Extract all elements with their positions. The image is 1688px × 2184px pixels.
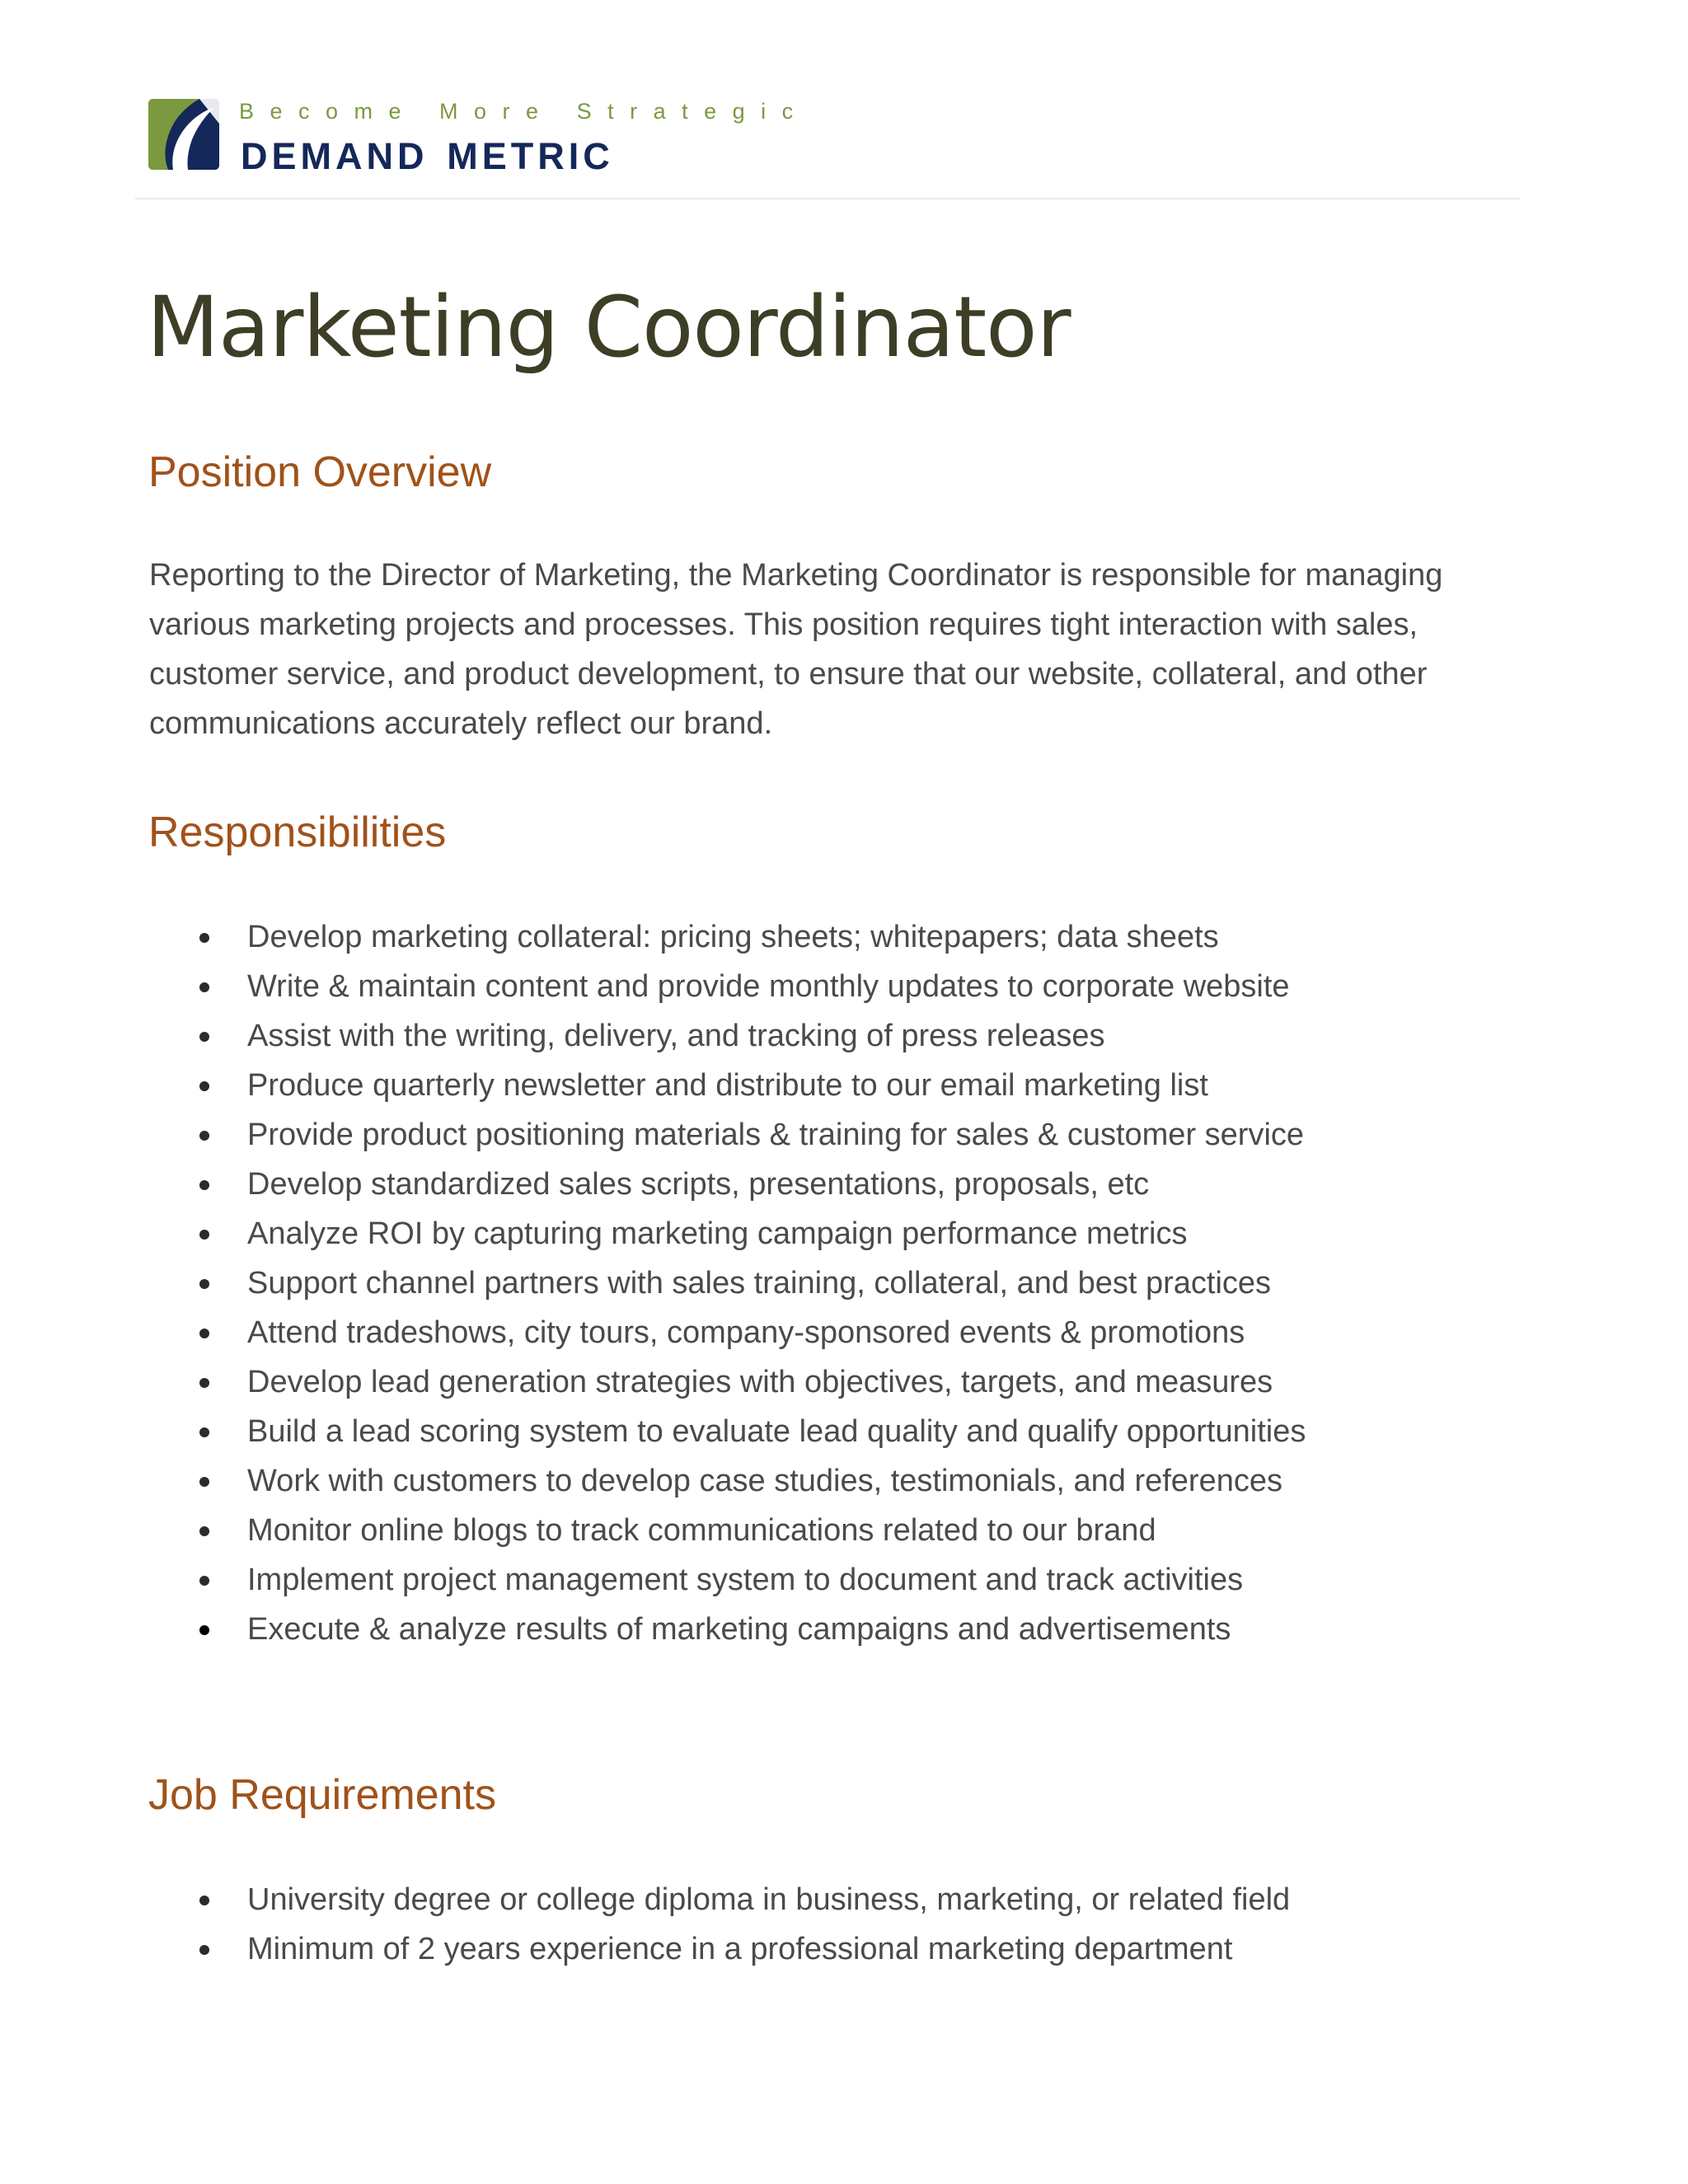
- bullet-icon: [199, 1625, 209, 1635]
- brand-wordmark: demand metric: [241, 121, 614, 180]
- list-item-text: University degree or college diploma in business, marketing, or related field: [247, 1882, 1291, 1917]
- list-item-text: Develop lead generation strategies with objectives, targets, and measures: [247, 1365, 1273, 1399]
- brand-tagline: Become More Strategic: [239, 99, 809, 124]
- demand-metric-logo-icon: [148, 99, 219, 170]
- list-item-text: Monitor online blogs to track communications related to our brand: [247, 1513, 1156, 1548]
- bullet-icon: [199, 1477, 209, 1487]
- bullet-icon: [199, 1378, 209, 1388]
- bullet-icon: [199, 1896, 209, 1905]
- bullet-icon: [199, 1131, 209, 1141]
- section-heading-position-overview: Position Overview: [148, 448, 492, 496]
- overview-line: various marketing projects and processes. This position requires tight interaction with sales,: [149, 607, 1418, 642]
- bullet-icon: [199, 982, 209, 992]
- list-item-text: Build a lead scoring system to evaluate lead quality and qualify opportunities: [247, 1414, 1306, 1449]
- bullet-icon: [199, 1230, 209, 1240]
- list-item-text: Assist with the writing, delivery, and tracking of press releases: [247, 1019, 1105, 1053]
- list-item-text: Support channel partners with sales training, collateral, and best practices: [247, 1266, 1272, 1301]
- list-item-text: Minimum of 2 years experience in a professional marketing department: [247, 1932, 1233, 1966]
- brand-logo: [148, 97, 809, 180]
- overview-line: communications accurately reflect our brand.: [149, 706, 773, 741]
- bullet-icon: [199, 1945, 209, 1955]
- bullet-icon: [199, 1279, 209, 1289]
- bullet-icon: [199, 1081, 209, 1091]
- bullet-icon: [199, 1427, 209, 1437]
- bullet-icon: [199, 1526, 209, 1536]
- section-heading-responsibilities: Responsibilities: [148, 808, 447, 856]
- bullet-icon: [199, 1576, 209, 1586]
- header-divider: [135, 198, 1520, 199]
- list-item-text: Work with customers to develop case studies, testimonials, and references: [247, 1464, 1282, 1498]
- list-item-text: Execute & analyze results of marketing campaigns and advertisements: [247, 1612, 1231, 1647]
- bullet-icon: [199, 1032, 209, 1042]
- section-heading-job-requirements: Job Requirements: [148, 1771, 496, 1819]
- list-item-text: Implement project management system to document and track activities: [247, 1563, 1244, 1597]
- list-item-text: Produce quarterly newsletter and distribute to our email marketing list: [247, 1068, 1208, 1103]
- bullet-icon: [199, 933, 209, 943]
- bullet-icon: [199, 1180, 209, 1190]
- list-item-text: Provide product positioning materials & training for sales & customer service: [247, 1118, 1305, 1152]
- list-item-text: Develop marketing collateral: pricing sheets; whitepapers; data sheets: [247, 920, 1219, 954]
- overview-line: customer service, and product development, to ensure that our website, collateral, and other: [149, 657, 1428, 691]
- page-title: Marketing Coordinator: [147, 279, 1071, 377]
- list-item-text: Analyze ROI by capturing marketing campaign performance metrics: [247, 1216, 1188, 1251]
- overview-line: Reporting to the Director of Marketing, the Marketing Coordinator is responsible for managing: [149, 558, 1443, 593]
- list-item-text: Attend tradeshows, city tours, company-sponsored events & promotions: [247, 1315, 1245, 1350]
- position-overview-paragraph: [149, 551, 1542, 748]
- list-item-text: Develop standardized sales scripts, presentations, proposals, etc: [247, 1167, 1150, 1202]
- bullet-icon: [199, 1329, 209, 1338]
- list-item-text: Write & maintain content and provide monthly updates to corporate website: [247, 969, 1290, 1004]
